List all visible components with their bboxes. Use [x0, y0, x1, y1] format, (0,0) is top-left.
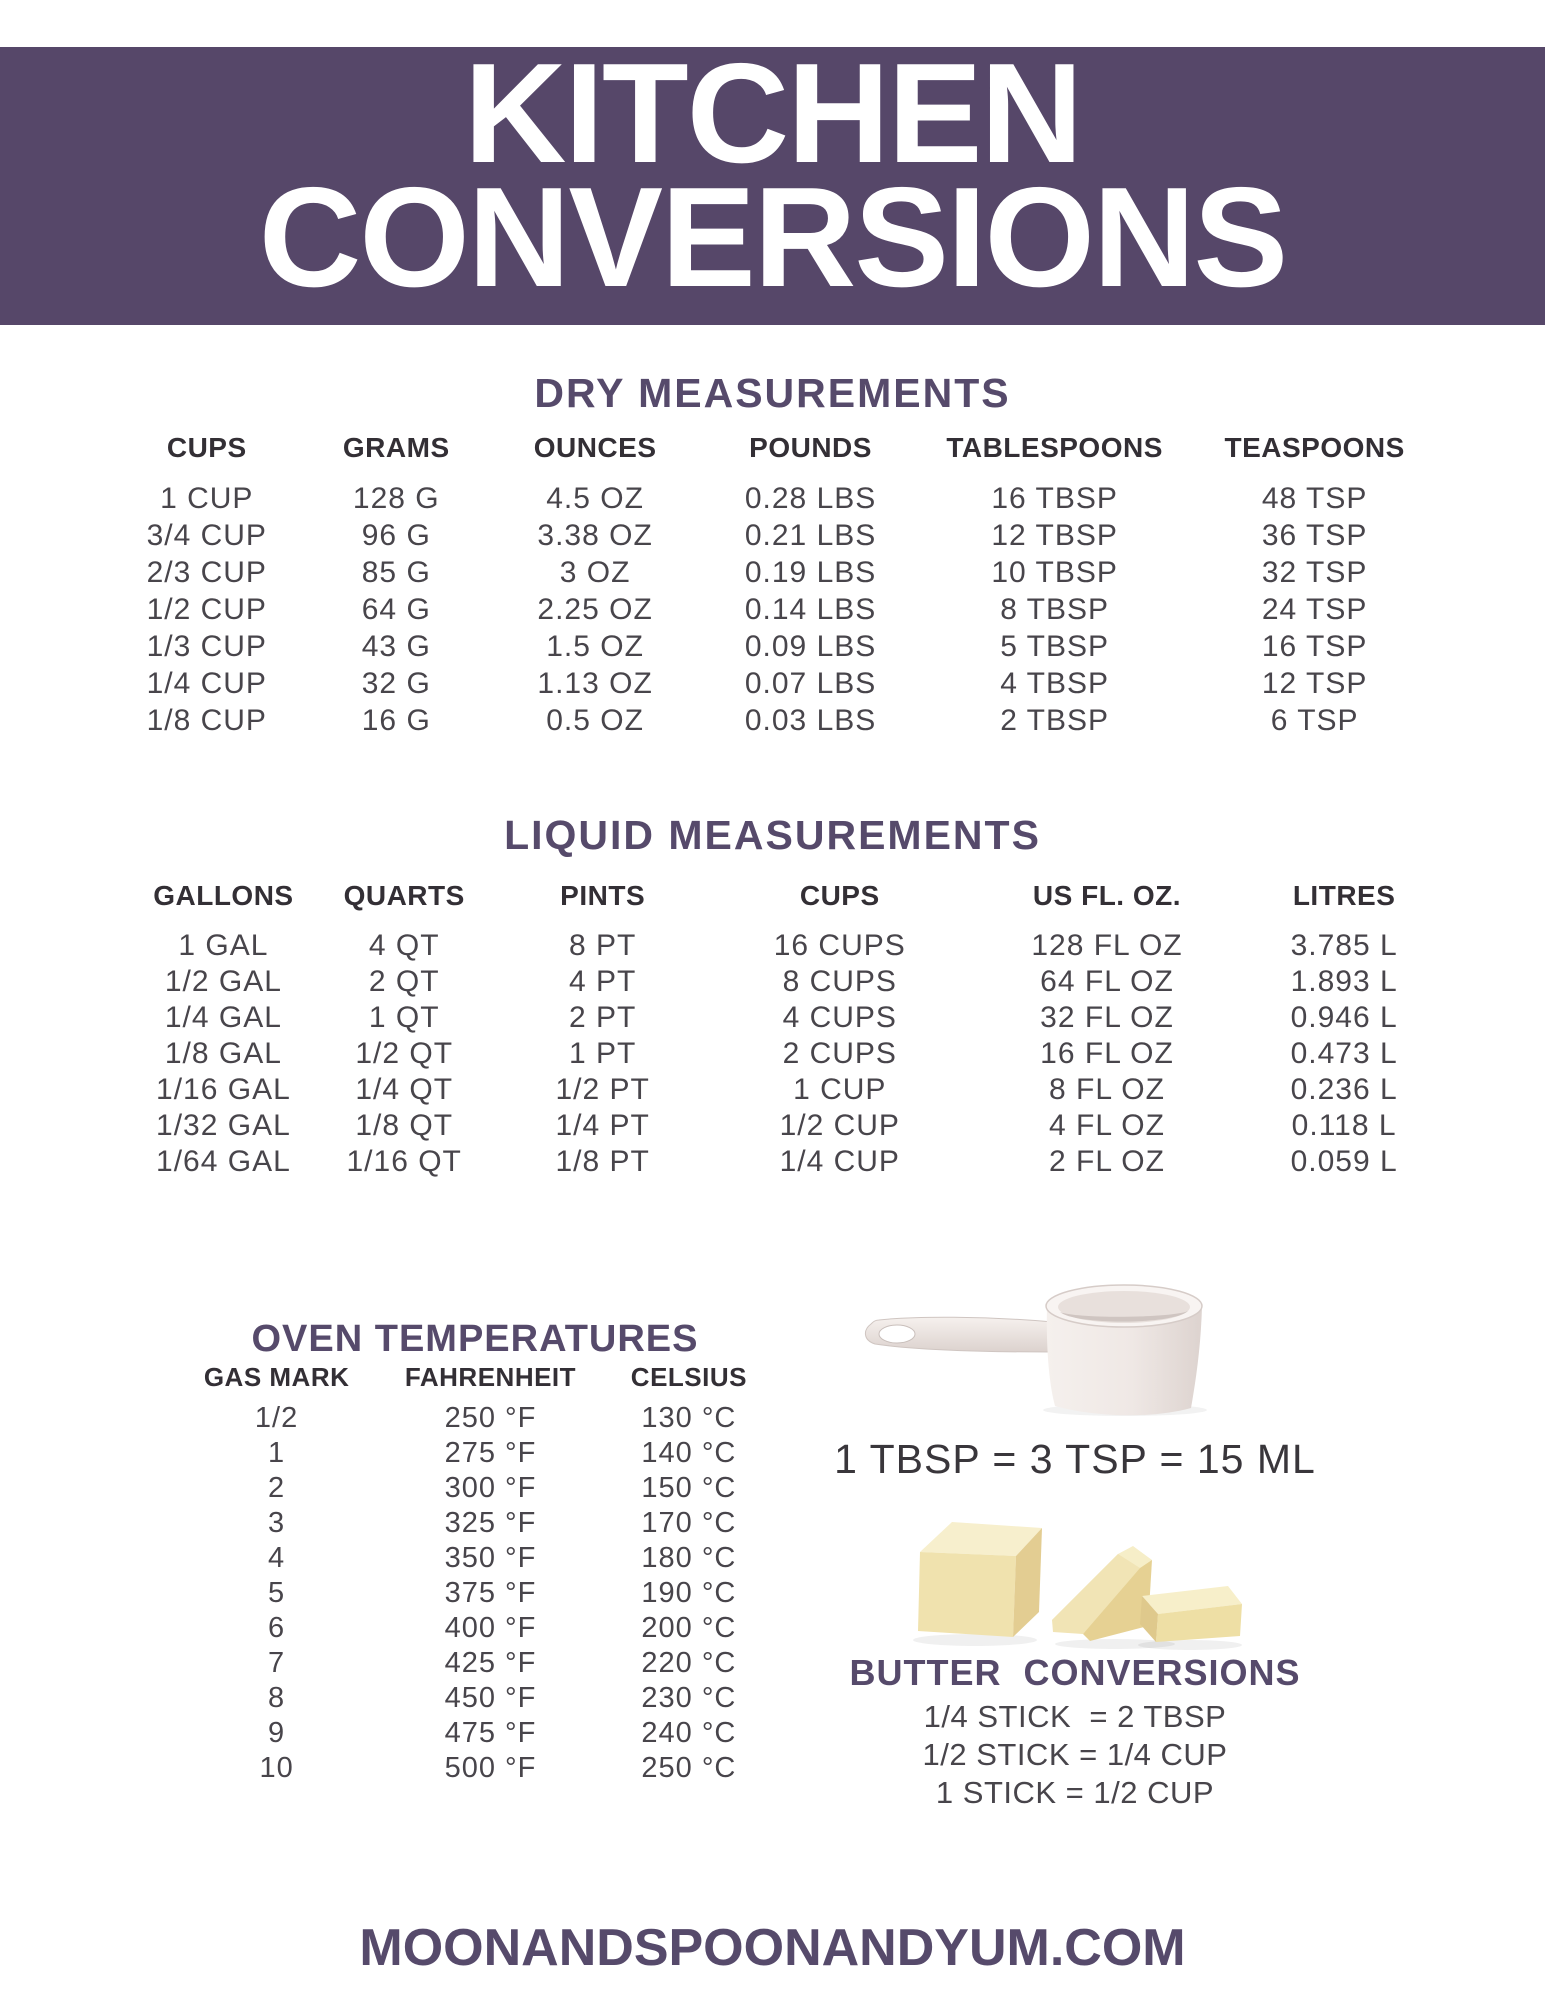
table-cell: 3/4 CUP: [146, 518, 267, 552]
table-cell: 1/4 QT: [355, 1073, 454, 1106]
table-row: [135, 1036, 1445, 1072]
table-cell: 0.28 LBS: [744, 481, 877, 515]
table-cell: 4 QT: [368, 929, 440, 962]
table-cell: 2 PT: [568, 1001, 637, 1034]
table-cell: 2.25 OZ: [537, 592, 653, 626]
table-cell: 36 TSP: [1261, 518, 1368, 552]
table-cell: 0.946 L: [1290, 1001, 1398, 1034]
table-cell: 1/8 CUP: [146, 703, 267, 737]
column-header: QUARTS: [343, 880, 465, 911]
table-cell: 1 CUP: [160, 481, 254, 515]
table-cell: 0.19 LBS: [744, 555, 877, 589]
column-header: LITRES: [1292, 880, 1396, 911]
table-cell: 7: [268, 1647, 286, 1679]
table-cell: 1/2 GAL: [164, 965, 282, 998]
table-cell: 9: [268, 1717, 286, 1749]
table-cell: 0.059 L: [1290, 1145, 1398, 1178]
liquid-measurements-title: LIQUID MEASUREMENTS: [504, 812, 1041, 858]
table-header-row: [135, 880, 1445, 928]
column-header: OUNCES: [533, 432, 657, 463]
table-cell: 1 QT: [368, 1001, 440, 1034]
table-cell: 32 G: [361, 666, 431, 700]
column-header: PINTS: [560, 880, 646, 911]
table-cell: 16 CUPS: [773, 929, 906, 962]
table-row: [135, 964, 1445, 1000]
table-cell: 250 °C: [641, 1752, 737, 1784]
table-cell: 4 FL OZ: [1049, 1109, 1165, 1142]
table-cell: 16 FL OZ: [1040, 1037, 1174, 1070]
table-cell: 500 °F: [444, 1752, 537, 1784]
table-cell: 128 FL OZ: [1031, 929, 1183, 962]
table-cell: 1/4 GAL: [164, 1001, 282, 1034]
table-cell: 0.21 LBS: [744, 518, 877, 552]
table-cell: 1 GAL: [178, 929, 269, 962]
table-row: [115, 665, 1445, 702]
column-header: CELSIUS: [630, 1362, 747, 1392]
table-cell: 1/4 CUP: [779, 1145, 900, 1178]
table-cell: 16 TSP: [1261, 629, 1368, 663]
table-cell: 8: [268, 1682, 286, 1714]
table-cell: 1/8 GAL: [164, 1037, 282, 1070]
table-cell: 1/16 GAL: [156, 1073, 291, 1106]
table-cell: 180 °C: [641, 1542, 737, 1574]
table-cell: 5 TBSP: [1000, 629, 1110, 663]
table-cell: 0.5 OZ: [546, 703, 644, 737]
table-cell: 128 G: [352, 481, 440, 515]
table-cell: 140 °C: [641, 1437, 737, 1469]
table-row: [135, 1108, 1445, 1144]
column-header: TABLESPOONS: [946, 432, 1163, 463]
table-cell: 200 °C: [641, 1612, 737, 1644]
table-cell: 4: [268, 1542, 286, 1574]
table-cell: 1 CUP: [793, 1073, 887, 1106]
table-cell: 64 FL OZ: [1040, 965, 1174, 998]
table-cell: 2 FL OZ: [1049, 1145, 1165, 1178]
column-header: FAHRENHEIT: [404, 1362, 577, 1392]
table-cell: 425 °F: [444, 1647, 537, 1679]
table-row: [135, 1000, 1445, 1036]
table-cell: 8 PT: [568, 929, 637, 962]
butter-cubes-icon: [890, 1500, 1260, 1650]
table-cell: 190 °C: [641, 1577, 737, 1609]
table-cell: 3: [268, 1507, 286, 1539]
table-cell: 1/8 QT: [355, 1109, 454, 1142]
table-cell: 1/4 PT: [555, 1109, 650, 1142]
table-cell: 6: [268, 1612, 286, 1644]
table-cell: 16 G: [361, 703, 431, 737]
table-cell: 4.5 OZ: [546, 481, 644, 515]
table-cell: 43 G: [361, 629, 431, 663]
table-cell: 16 TBSP: [991, 481, 1118, 515]
oven-temperatures-table: [165, 1362, 785, 1786]
table-cell: 400 °F: [444, 1612, 537, 1644]
table-cell: 24 TSP: [1261, 592, 1368, 626]
table-cell: 0.118 L: [1291, 1109, 1397, 1142]
table-cell: 1: [268, 1437, 286, 1469]
table-cell: 0.09 LBS: [744, 629, 877, 663]
table-row: [165, 1716, 785, 1751]
table-cell: 1/2 PT: [555, 1073, 650, 1106]
table-cell: 2 CUPS: [782, 1037, 897, 1070]
table-row: [115, 480, 1445, 517]
table-cell: 4 CUPS: [782, 1001, 897, 1034]
table-cell: 300 °F: [444, 1472, 537, 1504]
page-title: [0, 34, 1545, 317]
table-header-row: [115, 432, 1445, 480]
table-cell: 2 QT: [368, 965, 440, 998]
butter-conversions-list: [790, 1698, 1360, 1812]
footer-site-url: MOONANDSPOONANDYUM.COM: [359, 1919, 1186, 1977]
butter-conversion-line: 1/2 STICK = 1/4 CUP: [922, 1737, 1228, 1772]
table-cell: 1/2 CUP: [779, 1109, 900, 1142]
column-header: GRAMS: [342, 432, 450, 463]
column-header: CUPS: [799, 880, 880, 911]
table-cell: 0.473 L: [1290, 1037, 1398, 1070]
table-cell: 170 °C: [641, 1507, 737, 1539]
table-cell: 1/2: [254, 1402, 299, 1434]
table-cell: 220 °C: [641, 1647, 737, 1679]
table-cell: 1.5 OZ: [546, 629, 644, 663]
dry-measurements-title: DRY MEASUREMENTS: [534, 370, 1011, 416]
column-header: US FL. OZ.: [1032, 880, 1182, 911]
table-cell: 0.14 LBS: [744, 592, 877, 626]
table-cell: 32 TSP: [1261, 555, 1368, 589]
table-cell: 1.13 OZ: [537, 666, 653, 700]
table-row: [115, 628, 1445, 665]
table-row: [135, 1072, 1445, 1108]
table-cell: 96 G: [361, 518, 431, 552]
table-cell: 1/3 CUP: [146, 629, 267, 663]
table-cell: 8 CUPS: [782, 965, 897, 998]
table-row: [165, 1471, 785, 1506]
title-banner: [0, 34, 1545, 325]
table-cell: 64 G: [361, 592, 431, 626]
table-cell: 240 °C: [641, 1717, 737, 1749]
conversions-illustration-column: [790, 1264, 1360, 1812]
table-cell: 1/64 GAL: [156, 1145, 291, 1178]
table-cell: 5: [268, 1577, 286, 1609]
table-cell: 350 °F: [444, 1542, 537, 1574]
table-cell: 3.785 L: [1290, 929, 1398, 962]
dry-measurements-table: [115, 432, 1445, 739]
table-row: [135, 1144, 1445, 1180]
table-cell: 1/8 PT: [555, 1145, 650, 1178]
tbsp-tsp-ml-equation: 1 TBSP = 3 TSP = 15 ML: [834, 1436, 1316, 1482]
table-row: [165, 1681, 785, 1716]
table-cell: 4 TBSP: [1000, 666, 1110, 700]
table-cell: 48 TSP: [1261, 481, 1368, 515]
table-row: [165, 1751, 785, 1786]
liquid-measurements-table: [135, 880, 1445, 1180]
table-cell: 1/2 QT: [355, 1037, 454, 1070]
table-cell: 450 °F: [444, 1682, 537, 1714]
table-cell: 1.893 L: [1290, 965, 1398, 998]
table-cell: 130 °C: [641, 1402, 737, 1434]
table-cell: 3.38 OZ: [537, 518, 653, 552]
table-cell: 12 TBSP: [991, 518, 1118, 552]
table-cell: 325 °F: [444, 1507, 537, 1539]
table-cell: 150 °C: [641, 1472, 737, 1504]
oven-temperatures-title: OVEN TEMPERATURES: [251, 1318, 699, 1360]
table-cell: 3 OZ: [559, 555, 631, 589]
table-cell: 230 °C: [641, 1682, 737, 1714]
table-cell: 2/3 CUP: [146, 555, 267, 589]
table-cell: 0.03 LBS: [744, 703, 877, 737]
page-title-line1: KITCHEN: [463, 34, 1082, 193]
table-cell: 1/4 CUP: [146, 666, 267, 700]
table-cell: 475 °F: [444, 1717, 537, 1749]
table-cell: 0.07 LBS: [744, 666, 877, 700]
table-cell: 8 FL OZ: [1049, 1073, 1165, 1106]
column-header: POUNDS: [749, 432, 872, 463]
table-header-row: [165, 1362, 785, 1401]
table-row: [115, 554, 1445, 591]
table-row: [165, 1506, 785, 1541]
column-header: TEASPOONS: [1224, 432, 1405, 463]
table-row: [115, 591, 1445, 628]
table-cell: 85 G: [361, 555, 431, 589]
table-cell: 6 TSP: [1270, 703, 1359, 737]
page-title-line2: CONVERSIONS: [258, 158, 1287, 317]
column-header: GALLONS: [153, 880, 294, 911]
table-row: [135, 928, 1445, 964]
table-cell: 10 TBSP: [991, 555, 1118, 589]
table-cell: 1/32 GAL: [156, 1109, 291, 1142]
butter-conversions-title: BUTTER CONVERSIONS: [849, 1652, 1301, 1693]
table-row: [115, 517, 1445, 554]
table-cell: 10: [259, 1752, 294, 1784]
table-cell: 1/16 QT: [346, 1145, 462, 1178]
table-cell: 375 °F: [444, 1577, 537, 1609]
table-cell: 2: [268, 1472, 286, 1504]
measuring-cup-icon: [855, 1264, 1295, 1416]
butter-conversion-line: 1 STICK = 1/2 CUP: [935, 1775, 1215, 1810]
table-cell: 275 °F: [444, 1437, 537, 1469]
butter-conversion-line: 1/4 STICK = 2 TBSP: [923, 1699, 1227, 1734]
table-cell: 250 °F: [444, 1402, 537, 1434]
table-cell: 1/2 CUP: [146, 592, 267, 626]
table-row: [165, 1611, 785, 1646]
table-cell: 4 PT: [568, 965, 637, 998]
column-header: CUPS: [166, 432, 247, 463]
table-row: [165, 1576, 785, 1611]
table-row: [165, 1646, 785, 1681]
table-row: [165, 1541, 785, 1576]
table-row: [115, 702, 1445, 739]
table-cell: 0.236 L: [1290, 1073, 1398, 1106]
column-header: GAS MARK: [203, 1362, 350, 1392]
table-cell: 2 TBSP: [1000, 703, 1110, 737]
table-cell: 12 TSP: [1261, 666, 1368, 700]
table-row: [165, 1401, 785, 1436]
table-cell: 1 PT: [568, 1037, 637, 1070]
table-cell: 8 TBSP: [1000, 592, 1110, 626]
table-cell: 32 FL OZ: [1040, 1001, 1174, 1034]
table-row: [165, 1436, 785, 1471]
